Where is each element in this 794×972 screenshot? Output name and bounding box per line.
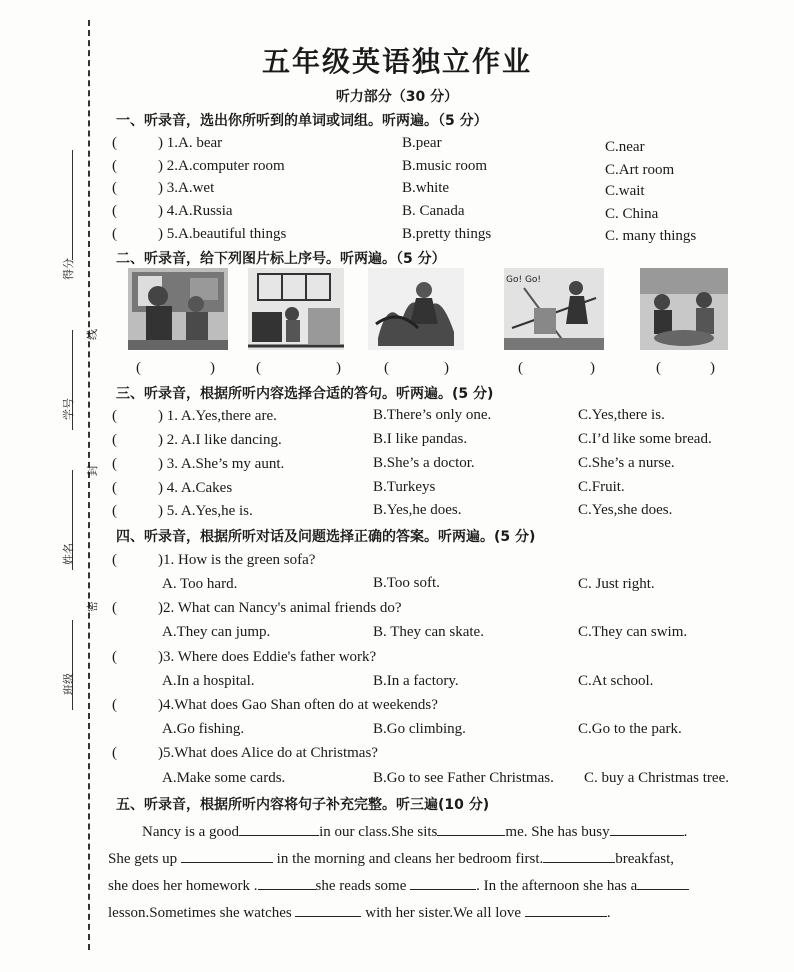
passage-line-2 xyxy=(108,848,674,868)
option-b: B.There’s only one. xyxy=(373,407,492,423)
fill-blank[interactable] xyxy=(258,875,316,890)
answer-bracket[interactable]: ( xyxy=(112,480,117,496)
option-b: B.I like pandas. xyxy=(373,431,468,447)
name-label: 姓名 xyxy=(62,543,75,565)
seal-label: 封 xyxy=(86,465,99,476)
question-text: ) 1. A.Yes,there are. xyxy=(158,408,277,424)
section1-heading: 一、听录音，选出你所听到的单词或词组。听两遍。（5 分） xyxy=(116,113,488,129)
passage-text: . xyxy=(606,905,611,921)
passage-line-3 xyxy=(108,875,689,895)
picture-4-sign: Go! Go! xyxy=(506,275,542,285)
option-c: C.Go to the park. xyxy=(578,721,682,737)
answer-bracket[interactable]: ( xyxy=(112,180,117,196)
option-a: A.Go fishing. xyxy=(162,721,245,737)
option-c: C.wait xyxy=(605,183,645,199)
fill-blank[interactable] xyxy=(543,848,615,863)
picture-4 xyxy=(504,268,604,350)
answer-bracket[interactable]: ( xyxy=(112,432,117,448)
option-c: C.I’d like some bread. xyxy=(578,431,712,447)
question-text: ) 4.A.Russia xyxy=(158,203,233,219)
option-b: B. They can skate. xyxy=(373,624,484,640)
option-b: B.Yes,he does. xyxy=(373,502,462,518)
answer-bracket[interactable]: ( xyxy=(112,226,117,242)
option-c: C. many things xyxy=(605,228,697,244)
picture-5 xyxy=(640,268,728,350)
fill-blank[interactable] xyxy=(525,902,607,917)
option-b: B.white xyxy=(402,180,450,196)
passage-text: with her sister.We all love xyxy=(365,905,522,921)
option-c: C.At school. xyxy=(578,673,654,689)
passage-text: lesson.Sometimes she watches xyxy=(108,905,292,921)
option-c: C.Yes,she does. xyxy=(578,502,673,518)
option-a: A.In a hospital. xyxy=(162,673,255,689)
fill-blank[interactable] xyxy=(410,875,476,890)
picture-5-bracket-right: ) xyxy=(710,360,715,376)
binding-dashed-line xyxy=(88,20,90,950)
answer-bracket[interactable]: ( xyxy=(112,135,117,151)
page-title: 五年级英语独立作业 xyxy=(261,45,532,78)
question-text: )1. How is the green sofa? xyxy=(158,552,316,568)
option-a: A.Make some cards. xyxy=(162,770,286,786)
passage-text: Nancy is a good xyxy=(142,824,240,840)
fill-blank[interactable] xyxy=(637,875,689,890)
option-b: B.Too soft. xyxy=(373,575,440,591)
section2-heading: 二、听录音，给下列图片标上序号。听两遍。（5 分） xyxy=(116,251,446,267)
passage-text: breakfast, xyxy=(615,851,674,867)
section5-heading: 五、听录音，根据所听内容将句子补充完整。听三遍(10 分) xyxy=(116,797,490,813)
answer-bracket[interactable]: ( xyxy=(112,456,117,472)
passage-text: in our class.She sits xyxy=(319,824,438,840)
class-label: 班级 xyxy=(62,673,75,695)
picture-3-bracket-left[interactable]: ( xyxy=(384,360,389,376)
option-a: A. Too hard. xyxy=(162,576,238,592)
picture-4-bracket-right: ) xyxy=(590,360,595,376)
question-text: )4.What does Gao Shan often do at weekends? xyxy=(158,697,438,713)
answer-bracket[interactable]: ( xyxy=(112,697,117,713)
picture-4-bracket-left[interactable]: ( xyxy=(518,360,523,376)
question-text: ) 3. A.She’s my aunt. xyxy=(158,456,285,472)
answer-bracket[interactable]: ( xyxy=(112,408,117,424)
option-c: C.near xyxy=(605,139,645,155)
passage-line-1 xyxy=(142,821,687,841)
fill-blank[interactable] xyxy=(437,821,505,836)
answer-bracket[interactable]: ( xyxy=(112,503,117,519)
option-a: A.They can jump. xyxy=(162,624,271,640)
question-text: )3. Where does Eddie's father work? xyxy=(158,649,377,665)
student-number-label: 学号 xyxy=(62,398,75,420)
fill-blank[interactable] xyxy=(239,821,319,836)
option-b: B.In a factory. xyxy=(373,673,459,689)
option-c: C.They can swim. xyxy=(578,624,688,640)
class-line xyxy=(72,620,73,710)
option-c: C.Fruit. xyxy=(578,479,625,495)
question-text: )2. What can Nancy's animal friends do? xyxy=(158,600,402,616)
seal-line-label: 线 xyxy=(86,329,99,340)
passage-line-4 xyxy=(108,902,611,922)
passage-text: in the morning and cleans her bedroom first. xyxy=(276,851,544,867)
passage-text: me. She has busy xyxy=(505,824,610,840)
question-text: ) 3.A.wet xyxy=(158,180,215,196)
option-b: B. Canada xyxy=(402,203,465,219)
passage-text: . In the afternoon she has a xyxy=(476,878,638,894)
question-text: )5.What does Alice do at Christmas? xyxy=(158,745,378,761)
option-c: C.Art room xyxy=(605,162,675,178)
option-b: B.music room xyxy=(402,158,487,174)
question-text: ) 4. A.Cakes xyxy=(158,480,233,496)
passage-text: . xyxy=(683,824,688,840)
fill-blank[interactable] xyxy=(181,848,273,863)
question-text: ) 2. A.I like dancing. xyxy=(158,432,282,448)
fill-blank[interactable] xyxy=(610,821,684,836)
picture-2-bracket-left[interactable]: ( xyxy=(256,360,261,376)
answer-bracket[interactable]: ( xyxy=(112,600,117,616)
passage-text: She gets up xyxy=(108,851,178,867)
picture-5-bracket-left[interactable]: ( xyxy=(656,360,661,376)
section3-heading: 三、听录音，根据所听内容选择合适的答句。听两遍。(5 分) xyxy=(116,386,494,402)
picture-2-bracket-right: ) xyxy=(336,360,341,376)
page-subtitle: 听力部分（30 分） xyxy=(335,89,459,105)
score-line xyxy=(72,150,73,260)
option-c: C. China xyxy=(605,206,659,222)
option-b: B.Go climbing. xyxy=(373,721,466,737)
option-b: B.pear xyxy=(402,135,442,151)
answer-bracket[interactable]: ( xyxy=(112,203,117,219)
question-text: ) 5. A.Yes,he is. xyxy=(158,503,253,519)
question-text: ) 5.A.beautiful things xyxy=(158,226,287,242)
passage-text: she reads some xyxy=(315,878,407,894)
picture-1 xyxy=(128,268,228,350)
picture-3-bracket-right: ) xyxy=(444,360,449,376)
score-label: 得分 xyxy=(62,258,75,280)
section4-heading: 四、听录音，根据所听对话及问题选择正确的答案。听两遍。(5 分) xyxy=(116,529,536,545)
answer-bracket[interactable]: ( xyxy=(112,745,117,761)
answer-bracket[interactable]: ( xyxy=(112,649,117,665)
option-b: B.Go to see Father Christmas. xyxy=(373,770,554,786)
option-c: C.She’s a nurse. xyxy=(578,455,675,471)
passage-text: she does her homework . xyxy=(108,878,258,894)
answer-bracket[interactable]: ( xyxy=(112,552,117,568)
secret-label: 密 xyxy=(86,601,99,612)
option-b: B.pretty things xyxy=(402,226,492,242)
picture-3 xyxy=(368,268,464,350)
option-c: C. Just right. xyxy=(578,576,655,592)
option-b: B.She’s a doctor. xyxy=(373,455,475,471)
fill-blank[interactable] xyxy=(295,902,361,917)
option-b: B.Turkeys xyxy=(373,479,436,495)
answer-bracket[interactable]: ( xyxy=(112,158,117,174)
question-text: ) 1.A. bear xyxy=(158,135,223,151)
question-text: ) 2.A.computer room xyxy=(158,158,285,174)
picture-1-bracket-left[interactable]: ( xyxy=(136,360,141,376)
option-c: C.Yes,there is. xyxy=(578,407,665,423)
option-c: C. buy a Christmas tree. xyxy=(584,770,729,786)
picture-1-bracket-right: ) xyxy=(210,360,215,376)
picture-2 xyxy=(248,268,344,350)
